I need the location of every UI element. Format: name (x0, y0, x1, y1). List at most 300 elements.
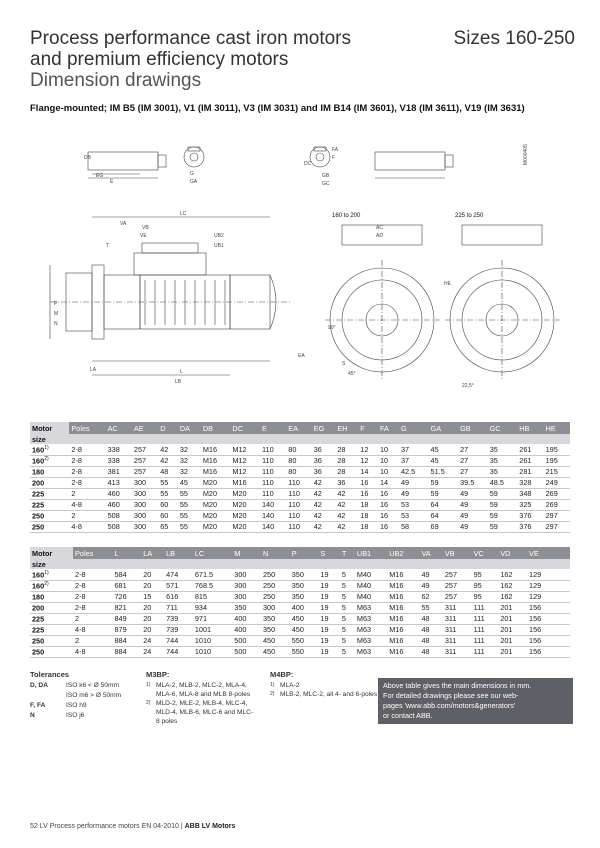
table-cell: 460 (106, 488, 132, 499)
table1-col-header: AE (132, 422, 158, 434)
dim-label: GA (190, 179, 198, 185)
table-cell: 2-8 (69, 455, 105, 466)
motor-size-cell: 225 (30, 499, 69, 510)
table-cell: 350 (290, 580, 319, 591)
table-cell: 1010 (193, 646, 232, 657)
table-cell: 328 (517, 477, 543, 488)
table-cell: M20 (230, 521, 260, 532)
table-row (30, 521, 570, 532)
table-cell: 48 (419, 635, 442, 646)
table-row (30, 477, 570, 488)
table-cell: 28 (335, 455, 358, 466)
table1-col-header: AC (106, 422, 132, 434)
table-cell: 110 (286, 499, 311, 510)
table-cell: 815 (193, 591, 232, 602)
table1-col-header: DC (230, 422, 260, 434)
table-cell: 49 (458, 488, 488, 499)
table2-col-header: P (290, 547, 319, 559)
table-cell: 32 (178, 455, 201, 466)
table1-col-header: DB (201, 422, 231, 434)
table-cell: 884 (112, 635, 141, 646)
table-cell: 19 (318, 569, 340, 580)
table-cell: 64 (429, 499, 459, 510)
table-cell: 474 (164, 569, 193, 580)
shaft-end-view-3 (310, 147, 330, 167)
table-row (30, 591, 570, 602)
motor-size-cell: 225 (30, 488, 69, 499)
table2-col-header: VD (498, 547, 527, 559)
table-cell: 350 (232, 602, 261, 613)
table-cell: 350 (261, 613, 290, 624)
table-cell: 311 (443, 613, 472, 624)
table-cell: 500 (232, 646, 261, 657)
table-cell: 111 (472, 613, 499, 624)
table-cell: 350 (290, 569, 319, 580)
table-cell: M12 (230, 466, 260, 477)
table-cell: 2-8 (69, 466, 105, 477)
motor-size-cell: 225 (30, 613, 73, 624)
table-cell: M63 (355, 635, 387, 646)
table-cell: 42 (312, 510, 336, 521)
table1-col-header: GA (429, 422, 459, 434)
table1-size-header: size (30, 434, 69, 444)
table-cell: 55 (158, 477, 178, 488)
table-cell: 249 (544, 477, 570, 488)
table-cell: M16 (387, 624, 419, 635)
table-cell: 64 (429, 510, 459, 521)
table-cell: 12 (358, 444, 378, 455)
dim-label: UB2 (214, 233, 224, 239)
table-cell: 129 (527, 591, 556, 602)
end-view-225-250 (445, 225, 560, 380)
label-160-200: 160 to 200 (332, 213, 361, 219)
dim-label: 90° (328, 325, 336, 331)
table-cell: 413 (106, 477, 132, 488)
tolerance-row: N ISO j6 (30, 712, 85, 719)
table-cell: 550 (290, 646, 319, 657)
table-cell: 156 (527, 613, 556, 624)
dim-label: P (54, 301, 58, 307)
table-cell: 42.5 (399, 466, 429, 477)
table-cell: 300 (232, 580, 261, 591)
table-cell: 300 (132, 499, 158, 510)
table-cell: 42 (158, 444, 178, 455)
table-cell: 671.5 (193, 569, 232, 580)
table-cell: M16 (201, 455, 231, 466)
table1-col-header: GB (458, 422, 488, 434)
table-cell: 15 (141, 591, 164, 602)
m4bp-note: 2) MLB-2, MLC-2, all 4- and 6-poles (270, 691, 378, 698)
table-cell: 28 (335, 466, 358, 477)
table-cell: 45 (178, 477, 201, 488)
table-cell: 257 (443, 569, 472, 580)
table-cell: 39.5 (458, 477, 488, 488)
table-cell: 19 (318, 635, 340, 646)
dim-label: S (342, 361, 346, 367)
motor-drawing (30, 125, 575, 415)
table-cell: M20 (230, 510, 260, 521)
table1-body (30, 444, 570, 532)
table-cell: 376 (517, 521, 543, 532)
table-cell: 201 (498, 602, 527, 613)
table2-col-header: N (261, 547, 290, 559)
table-cell: 12 (358, 455, 378, 466)
table-cell: M16 (230, 477, 260, 488)
table-cell: 49 (458, 510, 488, 521)
table-cell: 55 (158, 488, 178, 499)
dim-label: LC (180, 211, 187, 217)
table-cell: 55 (419, 602, 442, 613)
dim-label: DC (304, 161, 312, 167)
table1-col-header: F (358, 422, 378, 434)
motor-size-cell: 200 (30, 477, 69, 488)
table-cell: 338 (106, 455, 132, 466)
shaft-end-view-4 (375, 152, 453, 178)
table-cell: 250 (261, 569, 290, 580)
table-cell: 879 (112, 624, 141, 635)
table-cell: 300 (232, 569, 261, 580)
table-row (30, 580, 570, 591)
table-cell: 37 (399, 444, 429, 455)
table-cell: 18 (358, 499, 378, 510)
dim-label: N (54, 321, 58, 327)
table-cell: 156 (527, 602, 556, 613)
table-cell: 69 (429, 521, 459, 532)
table2-col-header: LC (193, 547, 232, 559)
table-cell: 884 (112, 646, 141, 657)
table-cell: 59 (429, 477, 459, 488)
table-cell: 5 (340, 635, 355, 646)
table-cell: 37 (399, 455, 429, 466)
table-cell: 111 (472, 602, 499, 613)
table-cell: 744 (164, 635, 193, 646)
table-cell: M16 (387, 569, 419, 580)
motor-size-cell: 250 (30, 521, 69, 532)
table-cell: 48 (419, 646, 442, 657)
table1-motor-header: Motor (30, 422, 69, 434)
dim-label: VA (120, 221, 127, 227)
m3bp-note: 2) MLD-2, MLE-2, MLB-4, MLC-4, MLD-4, MLB-6, MLC-6 and MLC-8 poles (146, 700, 254, 725)
table-cell: 2-8 (73, 580, 112, 591)
table-cell: 350 (261, 624, 290, 635)
dim-label: L (180, 369, 183, 375)
table-cell: 450 (261, 646, 290, 657)
table-cell: 2 (73, 613, 112, 624)
table-cell: 20 (141, 613, 164, 624)
table-cell: 2-8 (73, 602, 112, 613)
sizes-label: Sizes 160-250 (453, 28, 575, 49)
table2-col-header: VA (419, 547, 442, 559)
table-cell: 4-8 (69, 521, 105, 532)
table-cell: 55 (178, 499, 201, 510)
table-cell: 4-8 (69, 499, 105, 510)
dim-label: AD (376, 233, 383, 239)
table-cell: M20 (201, 521, 231, 532)
table-cell: 2 (69, 510, 105, 521)
table-row (30, 602, 570, 613)
dim-label: T (106, 243, 110, 249)
table-cell: 257 (443, 580, 472, 591)
table-cell: M12 (230, 444, 260, 455)
table-cell: 16 (378, 521, 399, 532)
table2-col-header: VC (472, 547, 499, 559)
table-cell: M63 (355, 613, 387, 624)
motor-size-cell: 250 (30, 646, 73, 657)
table-cell: 195 (544, 455, 570, 466)
table-cell: 281 (517, 466, 543, 477)
title-block (30, 28, 575, 91)
table-cell: 616 (164, 591, 193, 602)
table-cell: 95 (472, 591, 499, 602)
table-cell: M16 (387, 613, 419, 624)
table-cell: 500 (232, 635, 261, 646)
table-cell: 35 (488, 466, 518, 477)
dim-label: VE (140, 233, 147, 239)
dim-label: UB1 (214, 243, 224, 249)
table-row (30, 646, 570, 657)
table-cell: 110 (286, 510, 311, 521)
table-cell: 140 (260, 521, 286, 532)
dim-label: G (190, 171, 194, 177)
table-row (30, 466, 570, 477)
table-cell: 450 (290, 624, 319, 635)
table-cell: 95 (472, 580, 499, 591)
table1-col-header: GC (488, 422, 518, 434)
table-cell: 5 (340, 569, 355, 580)
motor-size-cell: 160$^{1)}$ (30, 569, 73, 580)
table-cell: M16 (201, 444, 231, 455)
table-cell: 5 (340, 580, 355, 591)
table-cell: 508 (106, 510, 132, 521)
dim-label: F (332, 155, 336, 161)
table-cell: 36 (312, 444, 336, 455)
table-cell: 59 (488, 488, 518, 499)
table-cell: 5 (340, 646, 355, 657)
table-cell: 450 (261, 635, 290, 646)
table1-col-header: G (399, 422, 429, 434)
motor-side-view (50, 217, 290, 375)
shaft-end-view-2 (184, 147, 204, 167)
m3bp-notes (146, 670, 256, 726)
table-cell: 80 (286, 444, 311, 455)
table-cell: 59 (488, 521, 518, 532)
table-cell: 156 (527, 624, 556, 635)
table-cell: 59 (429, 488, 459, 499)
table2-col-header: LA (141, 547, 164, 559)
motor-size-cell: 160$^{1)}$ (30, 444, 69, 455)
table-cell: 42 (335, 499, 358, 510)
table-cell: 42 (312, 477, 336, 488)
table-cell: 257 (132, 455, 158, 466)
table-cell: 49 (458, 499, 488, 510)
label-225-250: 225 to 250 (455, 213, 484, 219)
table-cell: 1010 (193, 635, 232, 646)
dim-label: DB (84, 155, 91, 161)
table1-col-header: HE (544, 422, 570, 434)
table-cell: 20 (141, 569, 164, 580)
dimension-table-1 (30, 422, 570, 533)
table-cell: 300 (261, 602, 290, 613)
table-cell: 5 (340, 602, 355, 613)
table-cell: 111 (472, 635, 499, 646)
dim-label: 45° (348, 371, 356, 377)
table-cell: 768.5 (193, 580, 232, 591)
table-cell: M16 (387, 580, 419, 591)
table-cell: 19 (318, 624, 340, 635)
table-cell: 49 (458, 521, 488, 532)
table-cell: M63 (355, 602, 387, 613)
table2-motor-header: Motor (30, 547, 73, 559)
table-row (30, 613, 570, 624)
table-cell: 261 (517, 455, 543, 466)
table-cell: 35 (488, 444, 518, 455)
motor-size-cell: 200 (30, 602, 73, 613)
table-cell: 36 (312, 455, 336, 466)
table-cell: 300 (132, 477, 158, 488)
tolerances-title: Tolerances (30, 670, 70, 679)
m4bp-title: M4BP: (270, 670, 294, 679)
dim-label: GC (322, 181, 330, 187)
table1-col-header: HB (517, 422, 543, 434)
table-cell: 24 (141, 635, 164, 646)
info-note-box: Above table gives the main dimensions in mm. For detailed drawings please see our web- pages 'www.abb.com/motors&generators' or contact ABB. (378, 678, 573, 724)
table-cell: 24 (141, 646, 164, 657)
table-cell: 53 (399, 510, 429, 521)
table-cell: 261 (517, 444, 543, 455)
table-cell: 35 (488, 455, 518, 466)
table-cell: 16 (358, 477, 378, 488)
table-cell: 19 (318, 580, 340, 591)
table-cell: 110 (260, 477, 286, 488)
table-cell: M20 (201, 488, 231, 499)
dim-label: GB (322, 173, 330, 179)
table-cell: 5 (340, 613, 355, 624)
table-cell: 10 (378, 455, 399, 466)
table1-col-header: EG (312, 422, 336, 434)
end-view-160-200 (325, 225, 440, 380)
dim-label: LA (90, 367, 97, 373)
table-row (30, 488, 570, 499)
table-cell: 49 (399, 477, 429, 488)
table-cell: 571 (164, 580, 193, 591)
table-cell: 32 (178, 444, 201, 455)
table-cell: 460 (106, 499, 132, 510)
table-cell: 726 (112, 591, 141, 602)
table-cell: M40 (355, 569, 387, 580)
table-cell: 311 (443, 646, 472, 657)
table1-col-header: FA (378, 422, 399, 434)
table-cell: 934 (193, 602, 232, 613)
table-cell: 4-8 (73, 624, 112, 635)
table-cell: 2 (69, 488, 105, 499)
table-cell: 20 (141, 580, 164, 591)
table-cell: 311 (443, 635, 472, 646)
table-row (30, 499, 570, 510)
table-cell: 201 (498, 624, 527, 635)
table-cell: 55 (178, 521, 201, 532)
table-cell: 195 (544, 444, 570, 455)
table-cell: 45 (429, 455, 459, 466)
table-cell: 53 (399, 499, 429, 510)
page-title-line3: Dimension drawings (30, 70, 202, 91)
table-cell: 19 (318, 591, 340, 602)
motor-size-cell: 180 (30, 591, 73, 602)
table-cell: M20 (230, 499, 260, 510)
table1-subheader-row (30, 434, 570, 444)
footer-text: 52 LV Process performance motors EN 04-2010 | (30, 823, 183, 830)
table-cell: M63 (355, 646, 387, 657)
table-cell: 42 (312, 499, 336, 510)
dim-label: 22,5° (462, 383, 474, 389)
table-cell: 300 (132, 521, 158, 532)
table2-subheader-row (30, 559, 570, 569)
table-cell: 14 (378, 477, 399, 488)
page-title-line2: and premium efficiency motors (30, 49, 289, 70)
table-cell: 59 (488, 510, 518, 521)
table-cell: 269 (544, 488, 570, 499)
table-cell: 201 (498, 613, 527, 624)
table-cell: 55 (178, 510, 201, 521)
table-cell: 140 (260, 510, 286, 521)
table-cell: 48.5 (488, 477, 518, 488)
table-cell: 59 (488, 499, 518, 510)
table-cell: 381 (106, 466, 132, 477)
table-cell: M20 (201, 510, 231, 521)
table-cell: M40 (355, 591, 387, 602)
table-cell: 257 (443, 591, 472, 602)
table-cell: 110 (260, 444, 286, 455)
table-cell: 19 (318, 602, 340, 613)
table-cell: 311 (443, 624, 472, 635)
dimension-drawings (30, 125, 575, 415)
table-cell: 297 (544, 521, 570, 532)
table-cell: M16 (387, 591, 419, 602)
dim-label: AC (376, 225, 383, 231)
table-cell: M16 (387, 646, 419, 657)
table-cell: M20 (201, 477, 231, 488)
table-cell: 48 (419, 613, 442, 624)
table-cell: 110 (260, 455, 286, 466)
m4bp-note: 1) MLA-2 (270, 682, 300, 689)
motor-size-cell: 225 (30, 624, 73, 635)
table-cell: 350 (290, 591, 319, 602)
table-cell: 376 (517, 510, 543, 521)
table-cell: 744 (164, 646, 193, 657)
table-cell: 27 (458, 444, 488, 455)
table2-size-header: size (30, 559, 73, 569)
table-row (30, 444, 570, 455)
table-cell: 80 (286, 455, 311, 466)
table-cell: 16 (358, 488, 378, 499)
table-cell: M16 (387, 635, 419, 646)
table-cell: 58 (399, 521, 429, 532)
table-cell: M20 (201, 499, 231, 510)
table-cell: 156 (527, 635, 556, 646)
table-cell: 111 (472, 624, 499, 635)
table2-col-header: M (232, 547, 261, 559)
table-cell: 201 (498, 635, 527, 646)
table-cell: 48 (419, 624, 442, 635)
table-cell: M63 (355, 624, 387, 635)
table-cell: 45 (429, 444, 459, 455)
table-cell: 250 (261, 580, 290, 591)
table-cell: 849 (112, 613, 141, 624)
tolerance-row: ISO m6 > Ø 50mm (66, 692, 122, 699)
table-cell: 156 (527, 646, 556, 657)
motor-size-cell: 160$^{2)}$ (30, 580, 73, 591)
mounting-subtitle: Flange-mounted; IM B5 (IM 3001), V1 (IM 3011), V3 (IM 3031) and IM B14 (IM 3601), V18 (IM 3611), V19 (IM 3631) (30, 103, 525, 114)
table-cell: 550 (290, 635, 319, 646)
